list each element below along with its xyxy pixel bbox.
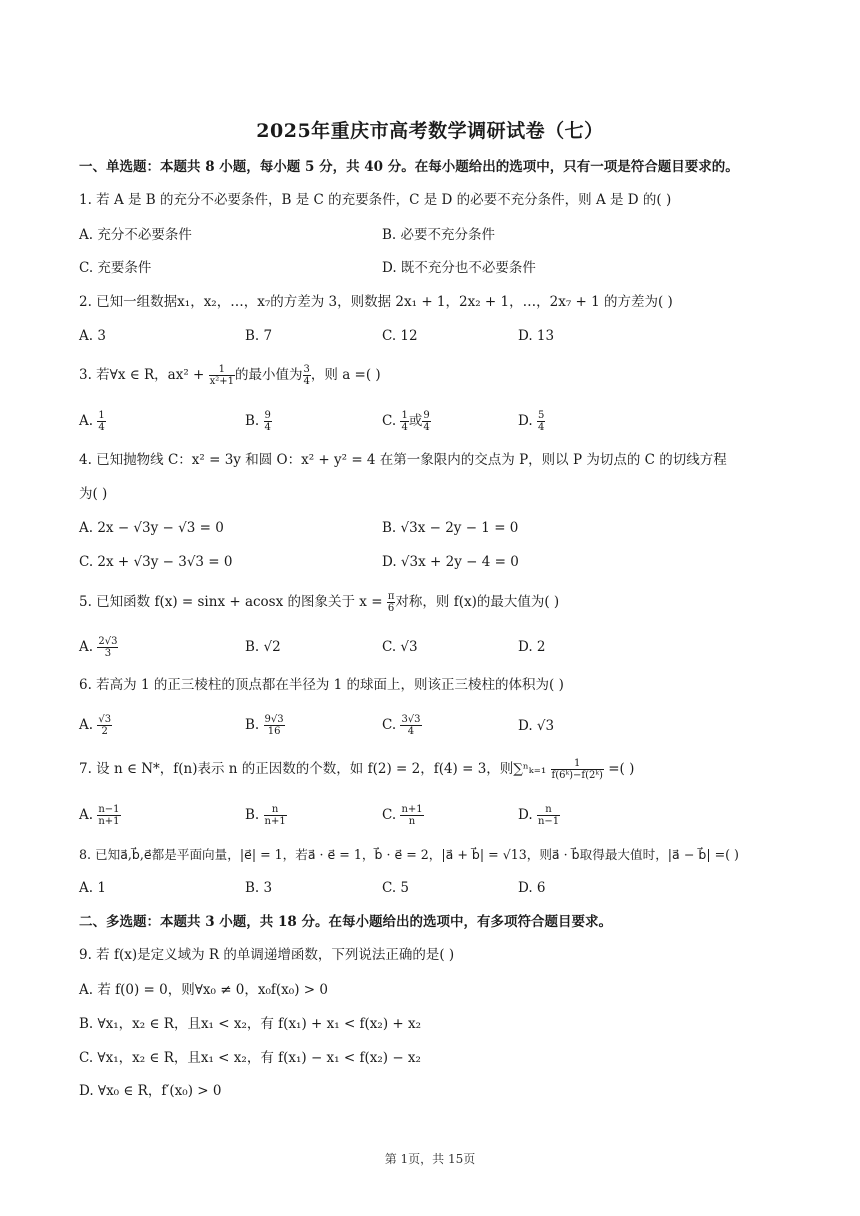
option-fraction [264,410,272,433]
question-7-option-d [518,804,560,827]
question-8-option-a: A. 1 [79,880,106,896]
question-6-option-d: D. √3 [518,718,555,734]
question-2-option-b: B. 7 [245,328,273,344]
question-6-stem: 6. 若高为 1 的正三棱柱的顶点都在半径为 1 的球面上，则该正三棱柱的体积为( ) [79,677,564,693]
option-label: D. [518,807,537,823]
question-4-stem-line-2: 为( ) [79,486,108,502]
question-6-option-b [245,714,285,737]
question-9-stem: 9. 若 f(x)是定义域为 R 的单调递增函数，下列说法正确的是( ) [79,947,455,963]
option-fraction [97,804,120,827]
question-8-option-c: C. 5 [382,880,410,896]
fraction-denominator: n+1 [264,816,286,827]
option-label: D. [518,413,537,429]
question-1-option-b: B. 必要不充分条件 [382,227,496,243]
question-4-option-d: D. √3x + 2y − 4 = 0 [382,554,519,570]
question-2-option-c: C. 12 [382,328,418,344]
question-4-option-a: A. 2x − √3y − √3 = 0 [79,520,224,536]
question-3-option-d [518,410,545,433]
question-7-option-c [382,804,424,827]
fraction-numerator: n−1 [98,804,120,815]
fraction-numerator: √3 [98,714,112,725]
question-1-option-d: D. 既不充分也不必要条件 [382,260,536,276]
fraction-numerator: 2√3 [98,636,118,647]
option-label: B. [245,717,264,733]
question-1-stem: 1. 若 A 是 B 的充分不必要条件，B 是 C 的充要条件，C 是 D 的必要不充分条件，则 A 是 D 的( ) [79,192,672,208]
fraction-denominator: x²+1 [209,376,235,387]
fraction-denominator: n+1 [98,816,120,827]
question-8-option-d: D. 6 [518,880,546,896]
question-7-stem-prefix: 7. 设 n ∈ N*，f(n)表示 n 的正因数的个数，如 f(2) = 2，f(4) = 3，则∑ⁿₖ₌₁ [79,761,551,777]
question-3-option-c [382,410,431,433]
fraction-numerator: 3 [303,364,310,375]
question-9-option-a: A. 若 f(0) = 0，则∀x₀ ≠ 0，x₀f(x₀) > 0 [79,982,328,998]
fraction-numerator: 1 [401,410,408,421]
fraction-denominator: 6 [387,603,395,614]
question-7-stem [79,758,634,781]
fraction-denominator: 4 [303,376,310,387]
question-3-stem-middle: 的最小值为 [235,367,303,383]
question-7-option-a [79,804,121,827]
fraction-numerator: 5 [537,410,545,421]
option-fraction [97,410,105,433]
question-6-option-c [382,714,422,737]
question-2-option-a: A. 3 [79,328,106,344]
question-3-stem-prefix: 3. 若∀x ∈ R，ax² + [79,367,209,383]
fraction-denominator: 2 [101,726,108,737]
fraction-denominator: f(6ᵏ)−f(2ᵏ) [551,770,603,781]
question-3-option-b [245,410,272,433]
option-label: C. [382,717,401,733]
fraction-denominator: 4 [407,726,415,737]
fraction-numerator: 1 [98,410,105,421]
option-or-word: 或 [408,413,423,429]
question-3-stem-fraction [209,364,235,387]
question-9-option-b: B. ∀x₁，x₂ ∈ R，且x₁ < x₂，有 f(x₁) + x₁ < f(x₂) + x₂ [79,1016,422,1032]
question-2-stem: 2. 已知一组数据x₁，x₂，…，x₇的方差为 3，则数据 2x₁ + 1，2x₂ + 1，…，2x₇ + 1 的方差为( ) [79,294,673,310]
question-7-stem-suffix: =( ) [603,761,635,777]
fraction-numerator: n+1 [401,804,423,815]
option-label: C. [382,807,401,823]
fraction-denominator: 4 [264,422,271,433]
option-fraction [400,804,423,827]
fraction-denominator: 3 [104,648,112,659]
option-label: C. [382,413,401,429]
question-7-stem-fraction [551,758,604,781]
fraction-numerator: n [264,804,287,816]
question-8-stem: 8. 已知a⃗,b⃗,e⃗都是平面向量，|e⃗| = 1，若a⃗ · e⃗ = 1，b⃗ · e⃗ = 2，|a⃗ + b⃗| = √13，则a⃗ · b⃗取得最大值时，|a⃗ − b⃗| =( ) [79,847,739,862]
fraction-numerator: 9 [423,410,430,421]
option-fraction [537,410,545,433]
question-4-stem-line-1: 4. 已知抛物线 C：x² = 3y 和圆 O：x² + y² = 4 在第一象限内的交点为 P，则以 P 为切点的 C 的切线方程 [79,452,727,468]
fraction-denominator: 16 [267,726,281,737]
option-fraction [400,714,421,737]
option-fraction [422,410,430,433]
question-5-option-d: D. 2 [518,639,546,655]
question-3-option-a [79,410,106,433]
section-multiple-choice-heading: 二、多选题：本题共 3 小题，共 18 分。在每小题给出的选项中，有多项符合题目要求。 [79,914,612,930]
page-footer: 第 1页，共 15页 [384,1152,476,1166]
fraction-denominator: 4 [401,422,408,433]
question-7-option-b [245,804,287,827]
question-9-option-c: C. ∀x₁，x₂ ∈ R，且x₁ < x₂，有 f(x₁) − x₁ < f(x₂) − x₂ [79,1050,421,1066]
fraction-numerator: π [387,591,395,602]
option-label: A. [79,413,98,429]
question-4-option-c: C. 2x + √3y − 3√3 = 0 [79,554,233,570]
fraction-numerator: n [537,804,560,816]
option-fraction [400,410,408,433]
question-6-option-a [79,714,112,737]
question-8-option-b: B. 3 [245,880,273,896]
option-label: A. [79,717,98,733]
question-3-stem-suffix: ，则 a =( ) [310,367,381,383]
option-fraction [97,714,112,737]
question-5-option-c: C. √3 [382,639,418,655]
question-2-option-d: D. 13 [518,328,555,344]
question-3-stem [79,364,381,387]
fraction-denominator: n−1 [537,816,560,827]
option-fraction [97,636,118,659]
fraction-denominator: n [408,816,416,827]
option-label: B. [245,807,264,823]
question-5-stem-suffix: 对称，则 f(x)的最大值为( ) [395,594,560,610]
option-fraction [264,804,287,827]
option-label: A. [79,807,98,823]
question-4-option-b: B. √3x − 2y − 1 = 0 [382,520,519,536]
fraction-denominator: 4 [537,422,545,433]
fraction-numerator: 1 [209,364,235,376]
fraction-numerator: 1 [551,758,604,770]
question-1-option-c: C. 充要条件 [79,260,152,276]
question-5-stem [79,591,559,614]
page-title: 2025年重庆市高考数学调研试卷（七） [256,120,604,142]
fraction-numerator: 9√3 [264,714,284,725]
question-1-option-a: A. 充分不必要条件 [79,227,192,243]
option-label: A. [79,639,98,655]
fraction-numerator: 3√3 [401,714,421,725]
option-label: B. [245,413,264,429]
fraction-numerator: 9 [264,410,271,421]
question-5-option-a [79,636,118,659]
section-single-choice-heading: 一、单选题：本题共 8 小题，每小题 5 分，共 40 分。在每小题给出的选项中，只有一项是符合题目要求的。 [79,159,739,175]
fraction-denominator: 4 [423,422,430,433]
question-5-stem-prefix: 5. 已知函数 f(x) = sinx + acosx 的图象关于 x = [79,594,387,610]
question-5-option-b: B. √2 [245,639,281,655]
question-3-min-fraction [303,364,311,387]
question-9-option-d: D. ∀x₀ ∈ R，f′(x₀) > 0 [79,1083,222,1099]
option-fraction [264,714,285,737]
fraction-denominator: 4 [98,422,105,433]
option-fraction [537,804,560,827]
